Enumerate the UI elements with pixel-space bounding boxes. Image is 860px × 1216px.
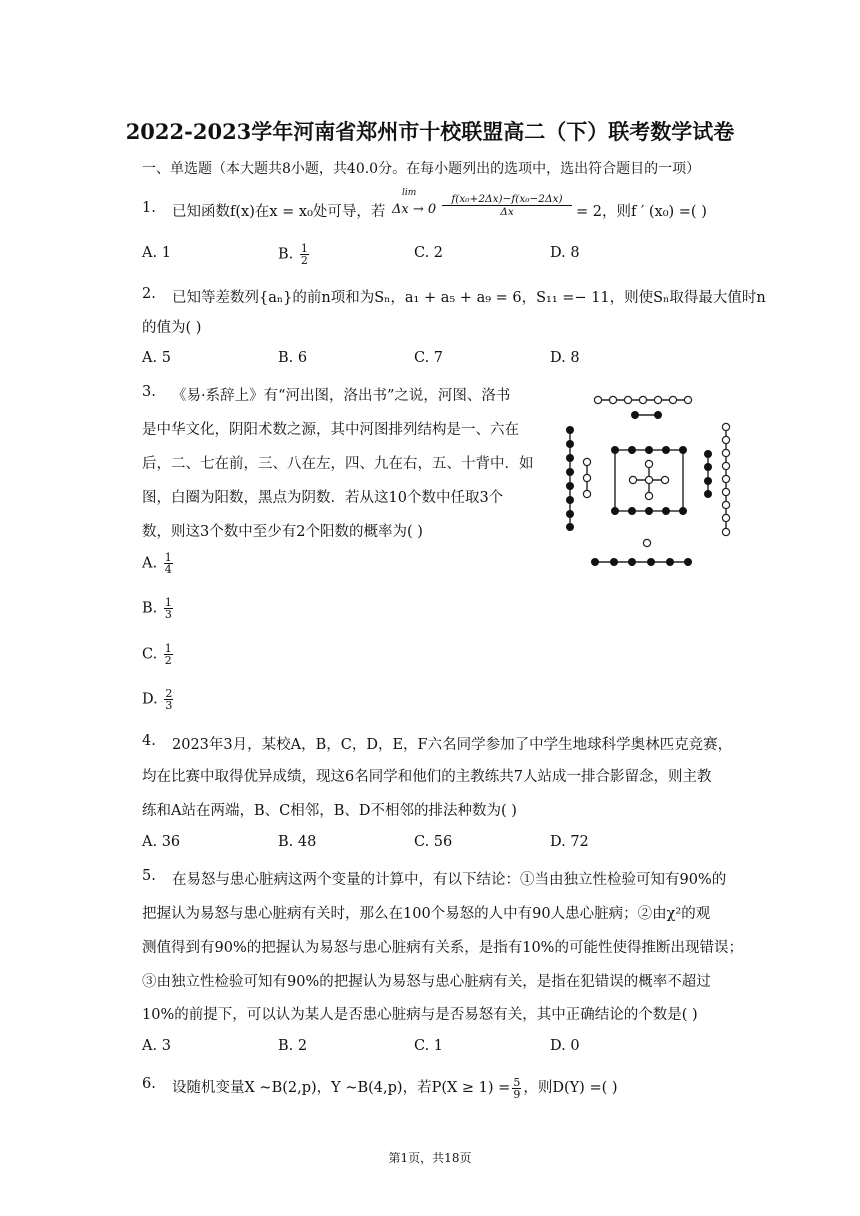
option-fraction: $\frac{2}{3}$ — [165, 687, 173, 712]
page-footer: 第1页，共18页 — [388, 1151, 472, 1165]
question-4-line-1: 2023年3月，某校A，B，C，D，E，F六名同学参加了中学生地球科学奥林匹克竞赛， — [172, 737, 733, 753]
question-3-option-b[interactable] — [142, 597, 175, 620]
question-1-option-b[interactable] — [278, 243, 311, 266]
question-3-option-c[interactable] — [142, 643, 175, 666]
option-label: C. — [142, 646, 162, 663]
option-b-fraction: $\frac{1}{2}$ — [300, 242, 308, 267]
question-5-line-5: 10%的前提下，可以认为某人是否患心脏病与是否易怒有关，其中正确结论的个数是( ) — [142, 1007, 698, 1023]
question-1-frac-den: Δx — [500, 206, 514, 218]
question-2-option-c[interactable]: C. 7 — [414, 350, 444, 366]
question-4-option-a[interactable]: A. 36 — [142, 834, 181, 850]
question-5-line-1: 在易怒与患心脏病这两个变量的计算中，有以下结论：①当由独立性检验可知有90%的 — [172, 872, 727, 888]
section-heading: 一、单选题（本大题共8小题，共40.0分。在每小题列出的选项中，选出符合题目的一项） — [142, 161, 701, 177]
question-4-option-b[interactable]: B. 48 — [278, 834, 317, 850]
question-1-text-b: = 2，则f ′ (x₀) =( ) — [576, 204, 707, 220]
question-5-line-3: 测值得到有90%的把握认为易怒与患心脏病有关系，是指有10%的可能性使得推断出现错误； — [142, 940, 743, 956]
question-5-line-2: 把握认为易怒与患心脏病有关时，那么在100个易怒的人中有90人患心脏病；②由χ²的观 — [142, 906, 711, 922]
hetu-diagram — [560, 390, 740, 575]
question-6-text-b: ，则D(Y) =( ) — [523, 1080, 618, 1096]
question-3-number: 3. — [142, 384, 156, 400]
question-2-option-d[interactable]: D. 8 — [550, 350, 580, 366]
question-1-option-c[interactable]: C. 2 — [414, 245, 444, 261]
question-3-line-5: 数，则这3个数中至少有2个阳数的概率为( ) — [142, 524, 423, 540]
question-3-option-a[interactable] — [142, 552, 175, 575]
question-3-line-2: 是中华文化，阴阳术数之源，其中河图排列结构是一、六在 — [142, 422, 519, 438]
question-1-text-a: 已知函数f(x)在x = x₀处可导，若 — [172, 204, 386, 220]
question-1-frac-num: f(x₀+2Δx)−f(x₀−2Δx) — [442, 193, 572, 206]
question-6-number: 6. — [142, 1076, 156, 1092]
question-4-number: 4. — [142, 733, 156, 749]
question-3-line-1: 《易·系辞上》有“河出图，洛出书”之说，河图、洛书 — [172, 388, 511, 404]
question-1-fraction — [442, 193, 572, 218]
option-label: D. — [142, 691, 163, 708]
option-b-label: B. — [278, 246, 298, 263]
page-title: 2022-2023学年河南省郑州市十校联盟高二（下）联考数学试卷 — [125, 119, 735, 144]
question-5-line-4: ③由独立性检验可知有90%的把握认为易怒与患心脏病有关，是指在犯错误的概率不超过 — [142, 974, 711, 990]
question-4-line-3: 练和A站在两端，B、C相邻，B、D不相邻的排法种数为( ) — [142, 803, 517, 819]
question-3-line-4: 图，白圈为阳数，黑点为阴数．若从这10个数中任取3个 — [142, 490, 504, 506]
question-3-line-3: 后，二、七在前，三、八在左，四、九在右，五、十背中．如 — [142, 456, 534, 472]
question-1-option-a[interactable]: A. 1 — [142, 245, 171, 261]
option-fraction: $\frac{1}{2}$ — [164, 642, 172, 667]
question-5-option-d[interactable]: D. 0 — [550, 1038, 580, 1054]
option-fraction: $\frac{1}{3}$ — [164, 596, 172, 621]
question-1-number: 1. — [142, 200, 156, 216]
question-2-line-2: 的值为( ) — [142, 320, 202, 336]
question-1-option-d[interactable]: D. 8 — [550, 245, 580, 261]
question-1-lim-sub: Δx → 0 — [392, 202, 437, 217]
question-6-fraction: $\frac{5}{9}$ — [513, 1075, 521, 1101]
question-5-option-c[interactable]: C. 1 — [414, 1038, 444, 1054]
question-5-option-b[interactable]: B. 2 — [278, 1038, 308, 1054]
question-5-option-a[interactable]: A. 3 — [142, 1038, 171, 1054]
question-4-option-c[interactable]: C. 56 — [414, 834, 453, 850]
question-2-number: 2. — [142, 286, 156, 302]
question-2-option-a[interactable]: A. 5 — [142, 350, 171, 366]
question-5-number: 5. — [142, 868, 156, 884]
question-2-line-1: 已知等差数列{aₙ}的前n项和为Sₙ，a₁ + a₅ + a₉ = 6，S₁₁ =− 11，则使Sₙ取得最大值时n — [172, 290, 766, 306]
option-label: A. — [142, 555, 162, 572]
question-2-option-b[interactable]: B. 6 — [278, 350, 308, 366]
option-fraction: $\frac{1}{4}$ — [164, 551, 172, 576]
option-label: B. — [142, 600, 162, 617]
question-3-option-d[interactable] — [142, 688, 175, 711]
question-4-line-2: 均在比赛中取得优异成绩，现这6名同学和他们的主教练共7人站成一排合影留念，则主教 — [142, 769, 712, 785]
question-4-option-d[interactable]: D. 72 — [550, 834, 589, 850]
question-1-lim: lim — [402, 188, 417, 198]
question-6-text — [172, 1076, 618, 1100]
question-6-text-a: 设随机变量X ~B(2,p)，Y ~B(4,p)，若P(X ≥ 1) = — [172, 1080, 511, 1096]
